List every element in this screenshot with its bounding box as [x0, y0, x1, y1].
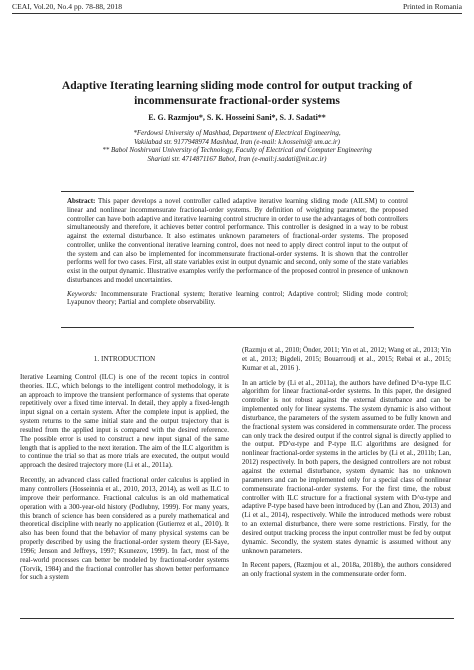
keywords-label: Keywords: [67, 289, 98, 298]
recent-papers-paragraph: In Recent papers, (Razmjou et al., 2018a, 2018b), the authors considered an only fractional system in the commensurate order form. [242, 561, 451, 579]
journal-citation: CEAI, Vol.20, No.4 pp. 78-88, 2018 [12, 2, 123, 11]
affiliation-line: Shariati str. 4714871167 Babol, Iran (e-mail:j.sadati@nit.ac.ir) [147, 155, 327, 164]
paper-title: Adaptive Iterating learning sliding mode control for output tracking of incommensurate fractional-order systems [61, 79, 413, 107]
abstract-label: Abstract: [67, 197, 96, 205]
intro-paragraph-2: Recently, an advanced class called fractional order calculus is applied in many controllers (Hosseinnia et al., 2010, 2013, 2014), as well as ILC to improve their performance. Fractional calculus is an old mathematical operation with a 300-year-old history (Podlubny, 1999). For many years, this branch of science has been considered as a purely mathematical and theoretical discipline with nearly no application (Gutierrez et al., 2010). It also has been found that the behavior of many physical systems can be properly described by using the fractional-order system theory (El-Saye, 1996; Jenson and Jeffreys, 1997; Ksunezov, 1999). In fact, most of the real-world processes can better be modeled by fractional-order systems (Torvik, 1984) and the fractional controller has shown better performance for such a system [20, 476, 229, 582]
printed-location: Printed in Romania [402, 2, 462, 11]
abstract-box [61, 191, 414, 328]
affiliation-line: ** Babol Noshirvani University of Technology, Faculty of Electrical and Computer Engineering [102, 146, 372, 155]
affiliations [30, 129, 444, 164]
keywords-text: Incommensurate Fractional system; Iterative learning control; Adaptive control; Sliding mode control; Lyapunov theory; Partial and complete observability. [67, 289, 408, 307]
running-header [12, 2, 462, 14]
author-list: E. G. Razmjou*, S. K. Hosseini Sani*, S. J. Sadati** [148, 113, 326, 122]
abstract-text: This paper develops a novel controller called adaptive iterative learning sliding mode (AILSM) to control linear and nonlinear incommensurate fractional-order systems. By definition of weighting parameter, the proposed controller can have both adaptive and iterative learning control structure in order to use the advantages of both controllers simultaneously and therefore, it achieves better control performance. This controller is designed in a way to be robust against the external disturbance. It also estimates unknown parameters of fractional-order systems. The proposed controller, unlike the conventional iterative learning control, does not need to apply direct control input to the output of the system and can also be implemented for incommensurate fractional-order systems. It is shown that the controller performs well for two cases. First, all state variables exist in output dynamic and second, only some of the state variables exist in the output dynamic. Illustrative examples verify the performance of the proposed control in presence of unknown disturbances and model uncertainties. [67, 197, 409, 284]
right-column [242, 346, 451, 585]
keywords [67, 290, 408, 308]
footer-rule [20, 618, 454, 619]
abstract [67, 197, 408, 285]
affiliation-line: *Ferdowsi University of Mashhad, Department of Electrical Engineering, [133, 129, 341, 137]
affiliation-line: Vakilabad str. 9177948974 Mashhad, Iran (e-mail: k.hosseini@ um.ac.ir) [134, 137, 340, 146]
intro-paragraph-1: Iterative Learning Control (ILC) is one of the recent topics in control theories. ILC, which belongs to the intelligent control methodology, it is an approach to improve the transient performance of systems that operate repetitively over a fixed time interval. In detail, they apply a fixed-length input signal on a certain system. After the complete input is applied, the system returns to the same initial state and the output trajectory that is resulted from the applied input is compared with the desired reference. The possible error is used to construct a new input signal of the same length that is applied to the next iteration. The aim of the ILC algorithm is to continue the trial so that as more trials are executed, the output would approach the desired trajectory more (Li et al., 2011a). [20, 372, 229, 470]
literature-review-paragraph: In an article by (Li et al., 2011a), the authors have defined D^α-type ILC algorithm for linear fractional-order systems. In this paper, the designed controller is not robust against the external disturbance and can be implemented only for linear systems. The system dynamic is also without disturbance, the parameters of the system assumed to be fully known and the fractional system was considered in commensurate order. The process can only track the desired output if the control signal is directly applied to the output. PD^α-type and P-type ILC algorithms are designed for nonlinear fractional-order systems in the articles by (Li et al., 2011b; Lan, 2012) respectively. In both papers, the designed controllers are not robust against the external disturbance, system dynamic has no unknown parameters and can be implemented only for a special class of nonlinear commensurate fractional-order systems. For the first time, the robust controller with ILC structure for a fractional system with D^α-type and adaptive P-type based have been introduced by (Lan and Zhou, 2013) and (Li et al., 2014), respectively. While the introduced methods were robust to an external disturbance, there were some restrictions. Firstly, for the desired output tracking process the input controller must be fed by output dynamic. Secondly, the system states dynamic is assumed without any unknown parameters. [242, 378, 451, 555]
left-column [20, 346, 229, 588]
section-heading: 1. INTRODUCTION [93, 355, 156, 363]
citation-paragraph: (Razmju et al., 2010; Önder, 2011; Yin et al., 2012; Wang et al., 2013; Yin et al., 2013; Bigdeli, 2015; Bouarroudj et al., 2015; Rebai et al., 2015; Kumar et al., 2016 ). [242, 346, 451, 372]
